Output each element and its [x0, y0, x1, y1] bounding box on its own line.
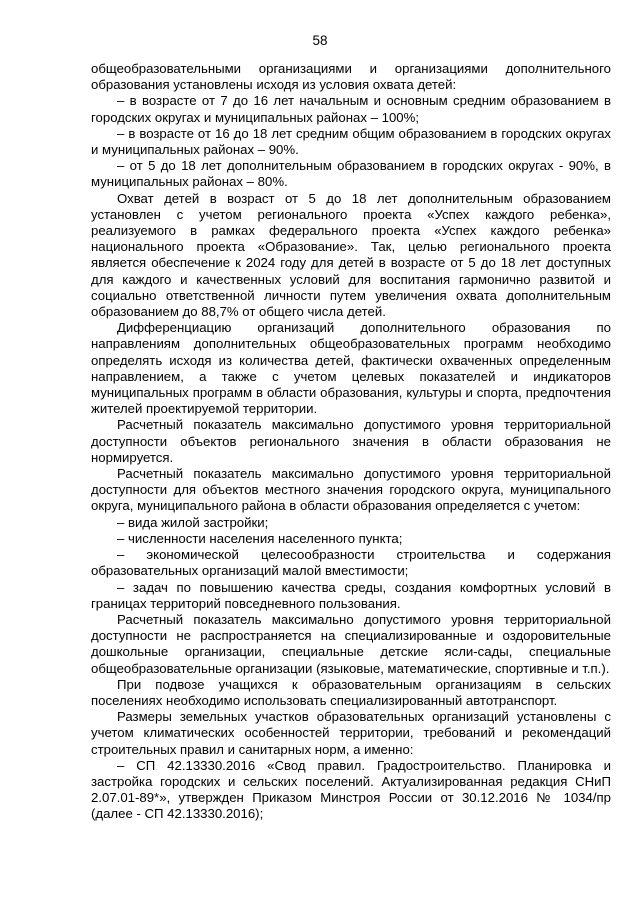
paragraph: Дифференциацию организаций дополнительного образования по направлениям дополнительных общеобразовательных программ необходимо определять исходя из количества детей, фактически охваченных определенным направлением, а также с учетом целевых показателей и индикаторов муниципальных программ в области образования, культуры и спорта, предпочтения жителей проектируемой территории. [91, 320, 611, 417]
list-item: – вида жилой застройки; [117, 514, 269, 530]
paragraph: При подвозе учащихся к образовательным организациям в сельских поселениях необходимо использовать специализированный автотранспорт. [91, 676, 611, 708]
paragraph: Охват детей в возраст от 5 до 18 лет дополнительным образованием установлен с учетом регионального проекта «Успех каждого ребенка», реализуемого в рамках федерального проекта «Успех каждого ребенка» национального проекта «Образование». Так, целью регионального проекта является обеспечение к 2024 году для детей в возрасте от 5 до 18 лет доступных для каждого и качественных условий для воспитания гармонично развитой и социально ответственной личности путем увеличения охвата дополнительным образованием до 88,7% от общего числа детей. [91, 190, 611, 320]
paragraph: общеобразовательными организациями и организациями дополнительного образования установлены исходя из условия охвата детей: [91, 61, 611, 93]
list-item: – в возрасте от 16 до 18 лет средним общим образованием в городских округах и муниципальных районах – 90%. [91, 125, 611, 158]
paragraph: Расчетный показатель максимально допустимого уровня территориальной доступности объектов регионального значения в области образования не нормируется. [91, 417, 611, 465]
paragraph: Расчетный показатель максимально допустимого уровня территориальной доступности для объектов местного значения городского округа, муниципального округа, муниципального района в области образования определяется с учетом: [91, 466, 611, 514]
list-item: – СП 42.13330.2016 «Свод правил. Градостроительство. Планировка и застройка городских и сельских поселений. Актуализированная редакция СНиП 2.07.01-89*», утвержден Приказом Минстроя России от 30.12.2016 № 1034/пр (далее - СП 42.13330.2016); [91, 757, 611, 822]
paragraph: Размеры земельных участков образовательных организаций установлены с учетом климатических особенностей территории, требований и рекомендаций строительных правил и санитарных норм, а именно: [91, 709, 611, 757]
list-item: – от 5 до 18 лет дополнительным образованием в городских округах - 90%, в муниципальных районах – 80%. [91, 158, 611, 190]
paragraph: Расчетный показатель максимально допустимого уровня территориальной доступности не распространяется на специализированные и оздоровительные дошкольные организации, специальные детские ясли-сады, специальные общеобразовательные организации (языковые, математические, спортивные и т.п.). [91, 611, 611, 676]
list-item: – численности населения населенного пункта; [117, 530, 403, 546]
list-item: – задач по повышению качества среды, создания комфортных условий в границах территорий повседневного пользования. [91, 579, 611, 611]
document-body [91, 61, 611, 823]
list-item: – в возрасте от 7 до 16 лет начальным и основным средним образованием в городских округах и муниципальных районах – 100%; [91, 93, 611, 125]
page-number: 58 [312, 33, 328, 48]
list-item: – экономической целесообразности строительства и содержания образовательных организаций малой вместимости; [91, 547, 611, 579]
